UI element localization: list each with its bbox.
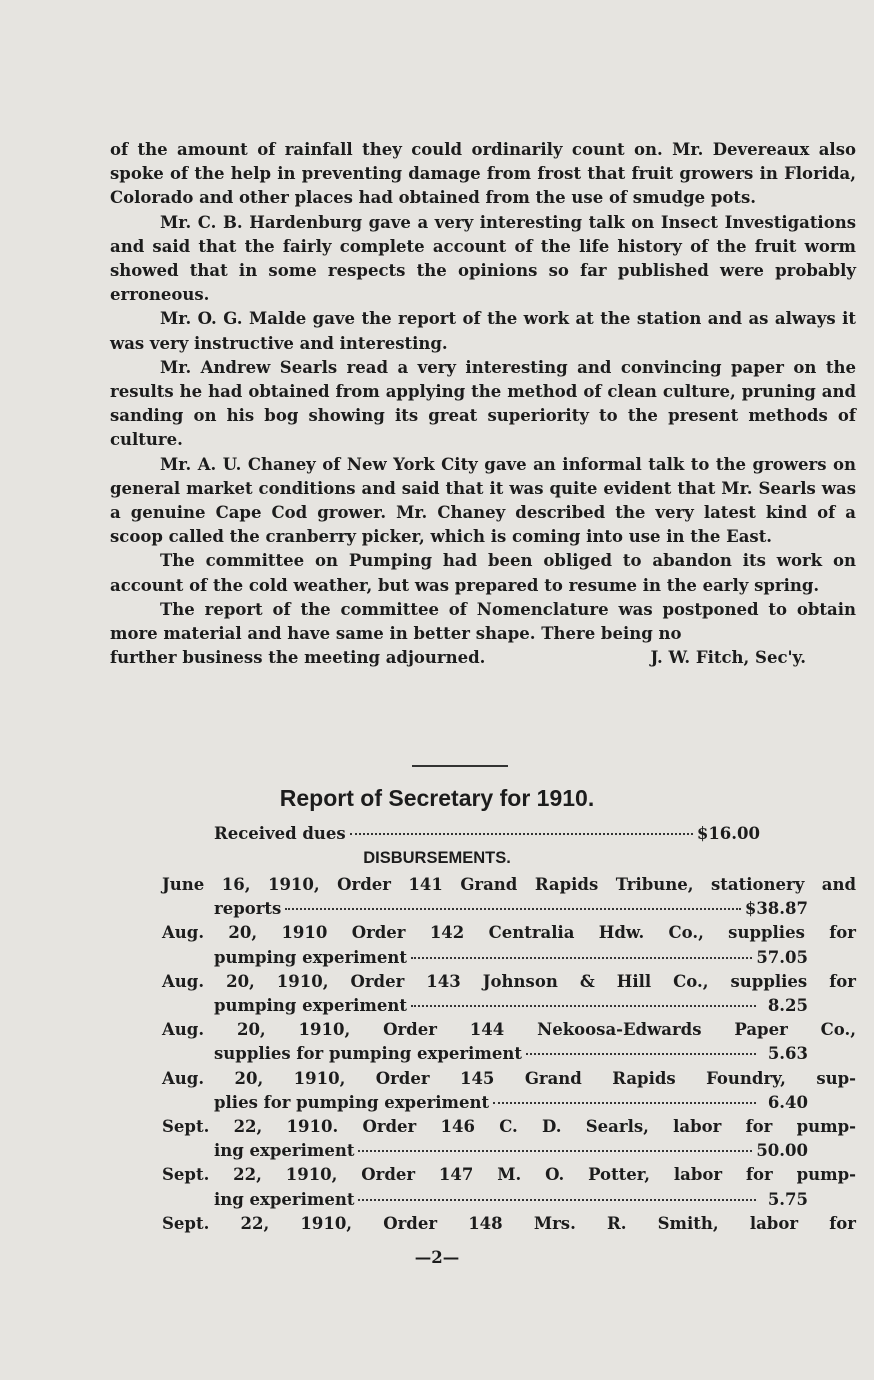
- paragraph: The report of the committee of Nomenclature was postponed to obtain more material and have same in better shape. There being no: [110, 599, 856, 644]
- report-title: Report of Secretary for 1910.: [279, 785, 595, 811]
- received-dues-row: [214, 824, 760, 843]
- disbursement-entry: [162, 1163, 856, 1211]
- disbursement-entry: [162, 1018, 856, 1066]
- disbursement-item-row: [162, 1042, 808, 1066]
- disbursement-item: pumping experiment: [214, 947, 407, 967]
- paragraph: The committee on Pumping had been obliged to abandon its work on account of the cold weather, but was prepared to resume in the early spring.: [110, 551, 856, 595]
- disbursement-entry: [162, 1115, 856, 1163]
- disbursement-item-row: [162, 1188, 808, 1212]
- received-amount: $16.00: [696, 824, 760, 843]
- disbursements-list: [162, 873, 856, 1236]
- paragraph: Mr. O. G. Malde gave the report of the work at the station and as always it was very instructive and interesting.: [110, 309, 856, 353]
- disbursement-description: Aug. 20, 1910, Order 145 Grand Rapids Foundry, sup-: [162, 1068, 856, 1088]
- paragraph: Mr. Andrew Searls read a very interesting and convincing paper on the results he had obtained from applying the method of clean culture, pruning and sanding on his bog showing its great superiority to the present methods of culture.: [110, 357, 856, 450]
- secretary-signature: J. W. Fitch, Sec'y.: [650, 648, 806, 668]
- dot-leader: [358, 1150, 752, 1152]
- disbursement-item-row: [162, 1091, 808, 1115]
- dot-leader: [526, 1053, 756, 1055]
- dot-leader: [285, 908, 741, 910]
- disbursement-description: Aug. 20, 1910, Order 143 Johnson & Hill Co., supplies for: [162, 971, 856, 991]
- disbursement-item-row: [162, 1139, 808, 1163]
- disbursement-item: ing experiment: [214, 1141, 355, 1161]
- disbursement-item: ing experiment: [214, 1189, 355, 1209]
- disbursement-amount: 50.00: [756, 1141, 808, 1161]
- dot-leader: [411, 957, 752, 959]
- paragraph: Mr. C. B. Hardenburg gave a very interesting talk on Insect Investigations and said that the fairly complete account of the life history of the fruit worm showed that in some respects the opinions so far published were probably erroneous.: [110, 212, 856, 305]
- disbursement-description: Sept. 22, 1910. Order 146 C. D. Searls, labor for pump-: [162, 1117, 856, 1137]
- disbursement-amount: $38.87: [744, 899, 808, 919]
- disbursement-item-row: [162, 897, 808, 921]
- disbursement-entry: [162, 970, 856, 1018]
- dot-leader: [493, 1102, 756, 1104]
- closing-line: [110, 646, 856, 670]
- dot-leader: [411, 1005, 756, 1007]
- disbursement-item: supplies for pumping experiment: [214, 1044, 522, 1064]
- disbursement-description: Aug. 20, 1910, Order 144 Nekoosa-Edwards Paper Co.,: [162, 1020, 856, 1040]
- disbursement-item-row: [162, 994, 808, 1018]
- section-divider: [412, 765, 508, 767]
- disbursement-amount: 57.05: [756, 947, 808, 967]
- disbursement-amount: 5.75: [767, 1189, 808, 1209]
- disbursement-amount: 6.40: [767, 1092, 808, 1112]
- disbursement-amount: 8.25: [767, 996, 808, 1016]
- disbursement-entry: [162, 921, 856, 969]
- received-label: Received dues: [214, 824, 346, 843]
- dot-leader: [350, 833, 693, 835]
- disbursement-item-row: [162, 946, 808, 970]
- page-number: —2—: [414, 1248, 460, 1267]
- dot-leader: [358, 1199, 756, 1201]
- disbursement-entry: [162, 1067, 856, 1115]
- adjournment-text: further business the meeting adjourned.: [110, 648, 486, 668]
- disbursement-description: Aug. 20, 1910 Order 142 Centralia Hdw. Co., supplies for: [162, 923, 856, 943]
- disbursement-item: reports: [214, 899, 282, 919]
- disbursement-item: pumping experiment: [214, 996, 407, 1016]
- minutes-body: [110, 138, 856, 670]
- disbursement-description: Sept. 22, 1910, Order 147 M. O. Potter, labor for pump-: [162, 1165, 856, 1185]
- disbursement-description: June 16, 1910, Order 141 Grand Rapids Tribune, stationery and: [162, 875, 856, 894]
- disbursements-heading: DISBURSEMENTS.: [363, 849, 511, 867]
- paragraph: of the amount of rainfall they could ordinarily count on. Mr. Devereaux also spoke of the help in preventing damage from frost that fruit growers in Florida, Colorado and other places had obtained from the use of smudge pots.: [110, 140, 856, 208]
- paragraph: Mr. A. U. Chaney of New York City gave an informal talk to the growers on general market conditions and said that it was quite evident that Mr. Searls was a genuine Cape Cod grower. Mr. Chaney described the very latest kind of a scoop called the cranberry picker, which is coming into use in the East.: [110, 454, 856, 547]
- disbursement-amount: 5.63: [767, 1044, 808, 1064]
- disbursement-entry: [162, 873, 856, 921]
- disbursement-item: plies for pumping experiment: [214, 1092, 490, 1112]
- disbursement-description-continued: Sept. 22, 1910, Order 148 Mrs. R. Smith, labor for: [162, 1213, 856, 1233]
